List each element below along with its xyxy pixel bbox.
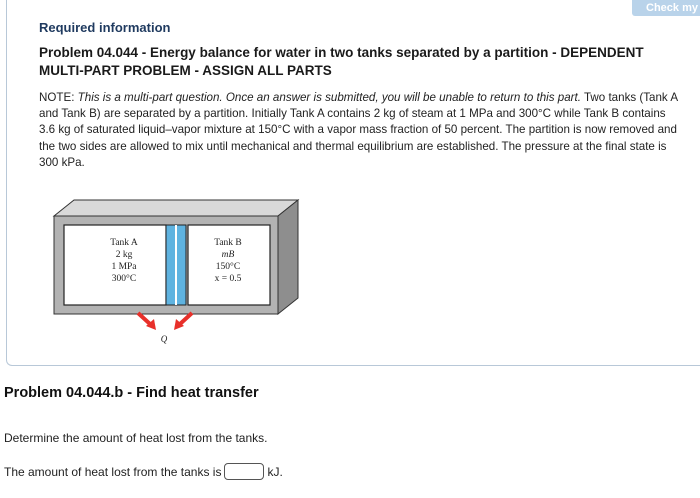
tanks-diagram: [52, 198, 302, 348]
note-italic-text: This is a multi-part question. Once an answer is submitted, you will be unable to return to this part.: [77, 91, 581, 104]
tank-a-pressure: 1 MPa: [111, 262, 137, 272]
answer-line: [4, 463, 283, 480]
tank-a-mass: 2 kg: [115, 250, 133, 260]
answer-unit: kJ.: [267, 464, 283, 479]
tank-top-face: [54, 200, 298, 216]
part-title: Problem 04.044.b - Find heat transfer: [4, 385, 259, 401]
check-my-work-button[interactable]: Check my: [632, 0, 700, 16]
tank-a-temperature: 300°C: [111, 274, 137, 284]
problem-note: [39, 90, 679, 171]
tank-b-name: Tank B: [214, 238, 242, 248]
heat-arrow-right-icon: [174, 313, 192, 330]
tank-b-temperature: 150°C: [215, 262, 241, 272]
tank-side-face: [278, 200, 298, 314]
tank-a-name: Tank A: [110, 238, 138, 248]
heat-lost-input[interactable]: [224, 463, 264, 480]
heat-arrow-left-icon: [138, 313, 156, 330]
heat-label: Q: [160, 334, 168, 344]
tank-b-quality: x = 0.5: [214, 274, 242, 284]
part-instruction: Determine the amount of heat lost from the tanks.: [4, 431, 268, 445]
tanks-figure: [52, 198, 302, 353]
problem-title: Problem 04.044 - Energy balance for water in two tanks separated by a partition - DEPENDENT MULTI-PART PROBLEM - ASSIGN ALL PARTS: [39, 45, 644, 78]
tank-b-mass: mB: [221, 250, 235, 260]
note-body-text: Two tanks (Tank A and Tank B) are separated by a partition. Initially Tank A contains 2 kg of steam at 1 MPa and 300°C while Tank B contains 3.6 kg of saturated liquid–vapor mixture at 150°C with a vapor mass fraction of 50 percent. The partition is now removed and the two sides are allowed to mix until mechanical and thermal equilibrium are established. The pressure at the final state is 300 kPa.: [39, 91, 678, 169]
required-information-heading: Required information: [39, 20, 171, 35]
note-label: NOTE:: [39, 91, 75, 104]
answer-prefix: The amount of heat lost from the tanks is: [4, 464, 222, 479]
